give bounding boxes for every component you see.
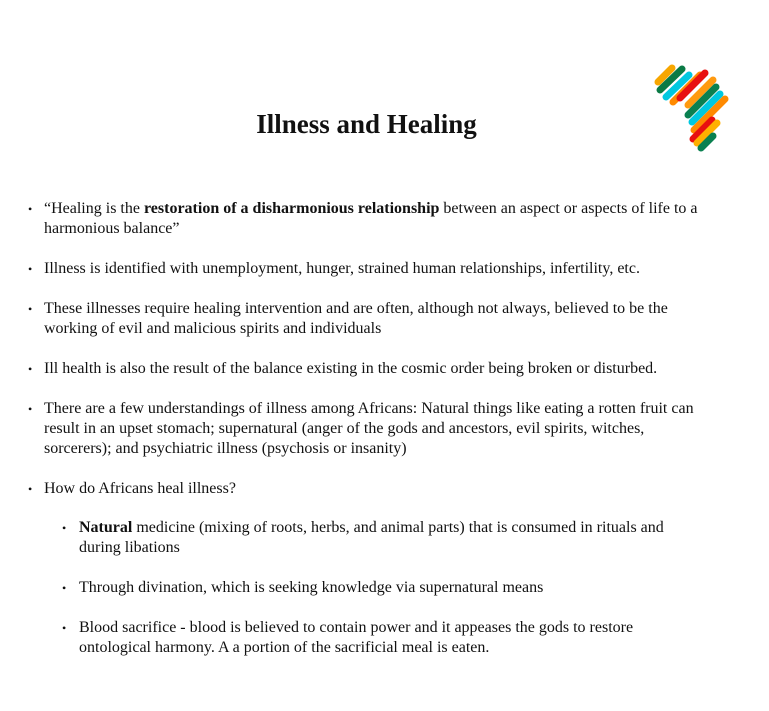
bullet-item: Ill health is also the result of the balance existing in the cosmic order being broken or disturbed.	[44, 360, 658, 377]
bullet-marker: •	[28, 262, 33, 276]
sub-bullet-marker: •	[62, 621, 67, 635]
bullet-marker: •	[28, 402, 33, 416]
bullet-marker: •	[28, 202, 33, 216]
sub-bullet-marker: •	[62, 521, 67, 535]
sub-bullet-item: Blood sacrifice - blood is believed to contain power and it appeases the gods to restore ontological harmony. A a portion of the sacrificial meal is eaten.	[79, 619, 634, 656]
bold-text: restoration of a disharmonious relationship	[143, 200, 440, 217]
text: medicine (mixing of roots, herbs, and animal parts) that is consumed in rituals and during libations	[79, 519, 664, 556]
bold-text: Natural	[79, 519, 133, 536]
africa-logo-icon	[650, 60, 740, 155]
bullet-marker: •	[28, 362, 33, 376]
bullet-item: How do Africans heal illness?	[44, 480, 236, 497]
bullet-item: Illness is identified with unemployment, hunger, strained human relationships, infertility, etc.	[44, 260, 640, 277]
bullet-marker: •	[28, 482, 33, 496]
sub-bullet-item: Through divination, which is seeking knowledge via supernatural means	[79, 579, 544, 596]
text: between an aspect or aspects of life to a harmonious balance”	[44, 200, 698, 237]
text: “Healing is the	[44, 200, 144, 217]
sub-bullet-item	[79, 518, 699, 558]
bullet-item: These illnesses require healing intervention and are often, although not always, believed to be the working of evil and malicious spirits and individuals	[44, 300, 668, 337]
bullet-item	[44, 199, 704, 239]
slide-title: Illness and Healing	[256, 109, 477, 139]
bullet-item: There are a few understandings of illness among Africans: Natural things like eating a rotten fruit can result in an upset stomach; supernatural (anger of the gods and ancestors, evil spirits, witches, sorcerers); and psychiatric illness (psychosis or insanity)	[44, 400, 694, 457]
bullet-marker: •	[28, 302, 33, 316]
sub-bullet-marker: •	[62, 581, 67, 595]
